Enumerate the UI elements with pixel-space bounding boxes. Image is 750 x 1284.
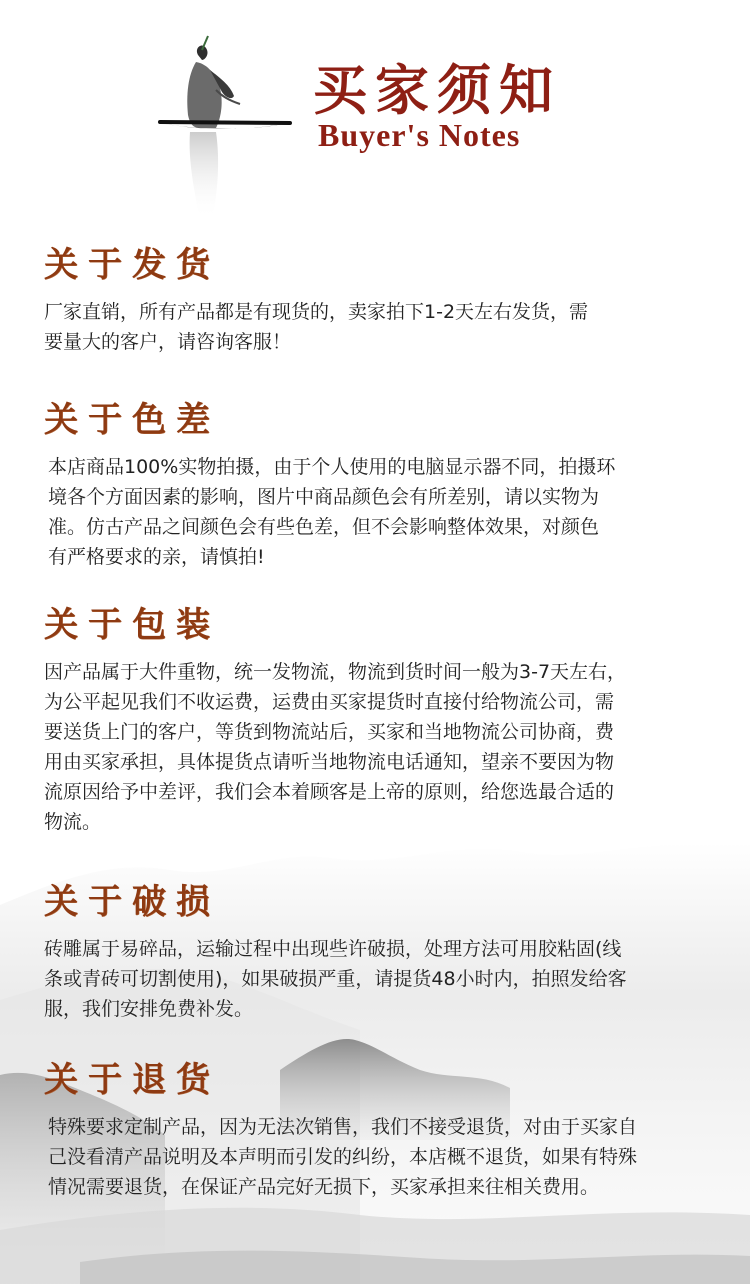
section-body: 特殊要求定制产品，因为无法次销售，我们不接受退货，对由于买家自 己没看清产品说明及本声明而引发的纠纷，本店概不退货，如果有特殊 情况需要退货，在保证产品完好无损下，买家承担来往相关费用。 <box>48 1116 638 1198</box>
page-header <box>0 0 750 230</box>
section-damage <box>44 880 704 1024</box>
section-shipping <box>44 243 704 357</box>
section-title: 关于退货 <box>44 1060 220 1100</box>
page-title-english: Buyer's Notes <box>318 117 521 153</box>
section-body: 本店商品100%实物拍摄，由于个人使用的电脑显示器不同，拍摄环 境各个方面因素的影响，图片中商品颜色会有所差别，请以实物为 准。仿古产品之间颜色会有些色差，但不会影响整体效果，对颜色 有严格要求的亲，请慎拍! <box>48 456 616 568</box>
ink-figure-on-boat-icon <box>150 30 300 230</box>
section-title: 关于破损 <box>44 882 220 922</box>
page-title-chinese: 买家须知 <box>313 58 561 122</box>
section-body: 砖雕属于易碎品，运输过程中出现些许破损，处理方法可用胶粘固(线 条或青砖可切割使用)，如果破损严重，请提货48小时内，拍照发给客 服，我们安排免费补发。 <box>44 938 627 1020</box>
section-body: 厂家直销，所有产品都是有现货的，卖家拍下1-2天左右发货，需 要量大的客户，请咨询客服！ <box>44 301 589 353</box>
section-color-difference <box>44 398 704 572</box>
section-returns <box>44 1058 704 1202</box>
section-packaging <box>44 603 704 837</box>
section-title: 关于发货 <box>44 245 220 285</box>
section-title: 关于色差 <box>44 400 220 440</box>
section-title: 关于包装 <box>44 605 220 645</box>
section-body: 因产品属于大件重物，统一发物流，物流到货时间一般为3-7天左右， 为公平起见我们不收运费，运费由买家提货时直接付给物流公司，需 要送货上门的客户，等货到物流站后，买家和当地物流公司协商，费 用由买家承担，具体提货点请听当地物流电话通知，望亲不要因为物 流原因给予中差评，我们会本着顾客是上帝的原则，给您选最合适的 物流。 <box>44 661 627 833</box>
